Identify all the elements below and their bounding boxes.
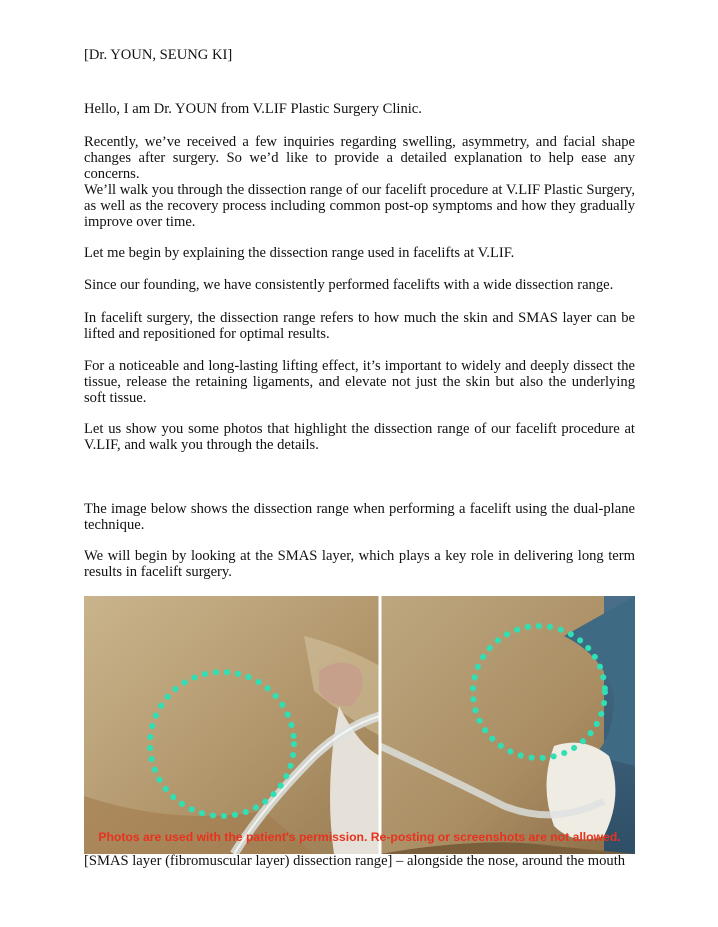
paragraph-dual-plane: The image below shows the dissection range when performing a facelift using the dual-plane technique. [84, 501, 635, 533]
paragraph-founding: Since our founding, we have consistently performed facelifts with a wide dissection range. [84, 277, 614, 293]
permission-warning: Photos are used with the patient's permission. Re-posting or screenshots are not allowed. [98, 830, 621, 844]
paragraph-begin: Let me begin by explaining the dissection range used in facelifts at V.LIF. [84, 245, 515, 261]
paragraph-smas: We will begin by looking at the SMAS layer, which plays a key role in delivering long term results in facelift surgery. [84, 548, 635, 580]
surgical-photo [84, 596, 635, 854]
paragraph-walkthrough: We’ll walk you through the dissection range of our facelift procedure at V.LIF Plastic Surgery, as well as the recovery process including common post-op symptoms and how they gradually improve over time. [84, 182, 635, 230]
surgical-photo-graphic [84, 596, 635, 854]
paragraph-lifting-effect: For a noticeable and long-lasting lifting effect, it’s important to widely and deeply dissect the tissue, release the retaining ligaments, and elevate not just the skin but also the underlying soft tissue. [84, 358, 635, 406]
author-header: [Dr. YOUN, SEUNG KI] [84, 47, 233, 63]
paragraph-intro: Hello, I am Dr. YOUN from V.LIF Plastic Surgery Clinic. [84, 101, 422, 117]
paragraph-inquiries: Recently, we’ve received a few inquiries regarding swelling, asymmetry, and facial shape changes after surgery. So we’d like to provide a detailed explanation to help ease any concerns. [84, 134, 635, 182]
photo-caption: [SMAS layer (fibromuscular layer) dissection range] – alongside the nose, around the mouth [84, 853, 626, 869]
paragraph-definition: In facelift surgery, the dissection range refers to how much the skin and SMAS layer can be lifted and repositioned for optimal results. [84, 310, 635, 342]
paragraph-photos-intro: Let us show you some photos that highlight the dissection range of our facelift procedure at V.LIF, and walk you through the details. [84, 421, 635, 453]
